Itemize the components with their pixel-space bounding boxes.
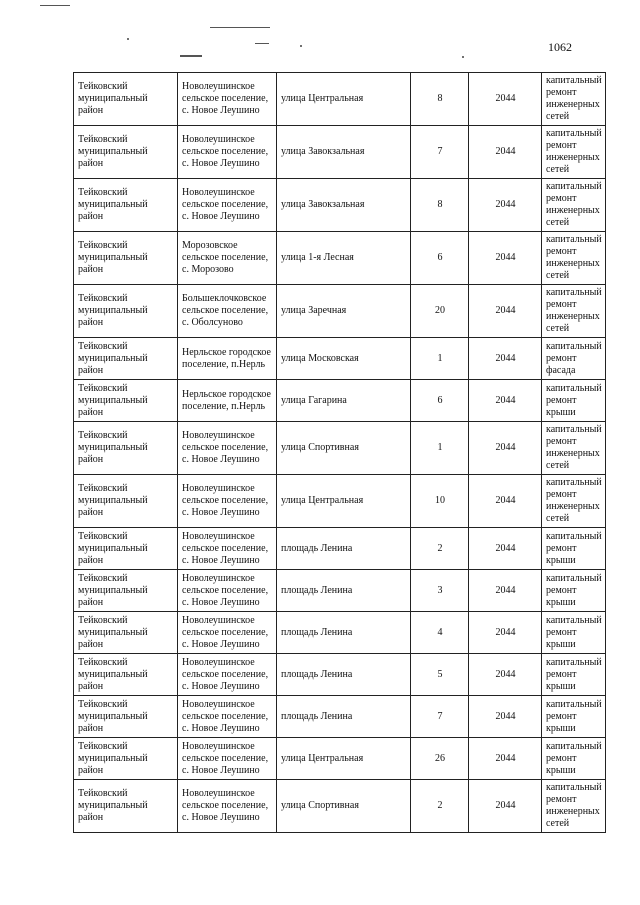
district-cell: Тейковский муниципальный район xyxy=(74,285,178,338)
settlement-cell: Нерльское городское поселение, п.Нерль xyxy=(178,338,277,380)
house-number-cell: 5 xyxy=(411,654,469,696)
house-number-cell: 3 xyxy=(411,570,469,612)
district-cell: Тейковский муниципальный район xyxy=(74,179,178,232)
district-cell: Тейковский муниципальный район xyxy=(74,380,178,422)
district-cell: Тейковский муниципальный район xyxy=(74,126,178,179)
street-cell: улица Заречная xyxy=(277,285,411,338)
settlement-cell: Новолеушинское сельское поселение, с. Новое Леушино xyxy=(178,179,277,232)
table-row xyxy=(74,528,606,570)
settlement-cell: Нерльское городское поселение, п.Нерль xyxy=(178,380,277,422)
year-cell: 2044 xyxy=(469,285,542,338)
settlement-cell: Новолеушинское сельское поселение, с. Новое Леушино xyxy=(178,73,277,126)
work-type-cell: капитальный ремонт инженерных сетей xyxy=(542,285,606,338)
house-number-cell: 26 xyxy=(411,738,469,780)
street-cell: площадь Ленина xyxy=(277,570,411,612)
table-row xyxy=(74,338,606,380)
table-row xyxy=(74,422,606,475)
year-cell: 2044 xyxy=(469,126,542,179)
settlement-cell: Новолеушинское сельское поселение, с. Новое Леушино xyxy=(178,475,277,528)
settlement-cell: Новолеушинское сельское поселение, с. Новое Леушино xyxy=(178,528,277,570)
house-number-cell: 7 xyxy=(411,696,469,738)
scan-artifact xyxy=(180,55,202,57)
district-cell: Тейковский муниципальный район xyxy=(74,654,178,696)
street-cell: улица Гагарина xyxy=(277,380,411,422)
settlement-cell: Новолеушинское сельское поселение, с. Новое Леушино xyxy=(178,126,277,179)
table-row xyxy=(74,73,606,126)
scan-artifact xyxy=(255,43,269,44)
settlement-cell: Новолеушинское сельское поселение, с. Новое Леушино xyxy=(178,612,277,654)
work-type-cell: капитальный ремонт инженерных сетей xyxy=(542,179,606,232)
scan-artifact xyxy=(40,5,70,6)
house-number-cell: 2 xyxy=(411,780,469,833)
year-cell: 2044 xyxy=(469,570,542,612)
work-type-cell: капитальный ремонт крыши xyxy=(542,696,606,738)
work-type-cell: капитальный ремонт крыши xyxy=(542,738,606,780)
year-cell: 2044 xyxy=(469,475,542,528)
table-row xyxy=(74,232,606,285)
settlement-cell: Новолеушинское сельское поселение, с. Новое Леушино xyxy=(178,654,277,696)
house-number-cell: 8 xyxy=(411,179,469,232)
house-number-cell: 6 xyxy=(411,380,469,422)
year-cell: 2044 xyxy=(469,696,542,738)
year-cell: 2044 xyxy=(469,422,542,475)
settlement-cell: Большеклочковское сельское поселение, с. Оболсуново xyxy=(178,285,277,338)
scan-artifact xyxy=(127,38,129,40)
district-cell: Тейковский муниципальный район xyxy=(74,696,178,738)
street-cell: улица Центральная xyxy=(277,73,411,126)
housing-repair-table xyxy=(73,72,606,833)
street-cell: площадь Ленина xyxy=(277,528,411,570)
district-cell: Тейковский муниципальный район xyxy=(74,570,178,612)
street-cell: улица 1-я Лесная xyxy=(277,232,411,285)
work-type-cell: капитальный ремонт крыши xyxy=(542,612,606,654)
table-row xyxy=(74,780,606,833)
house-number-cell: 1 xyxy=(411,338,469,380)
table-row xyxy=(74,696,606,738)
work-type-cell: капитальный ремонт фасада xyxy=(542,338,606,380)
scan-artifact xyxy=(462,56,464,58)
work-type-cell: капитальный ремонт инженерных сетей xyxy=(542,422,606,475)
district-cell: Тейковский муниципальный район xyxy=(74,780,178,833)
table-row xyxy=(74,654,606,696)
district-cell: Тейковский муниципальный район xyxy=(74,73,178,126)
year-cell: 2044 xyxy=(469,612,542,654)
work-type-cell: капитальный ремонт инженерных сетей xyxy=(542,232,606,285)
settlement-cell: Новолеушинское сельское поселение, с. Новое Леушино xyxy=(178,780,277,833)
settlement-cell: Новолеушинское сельское поселение, с. Новое Леушино xyxy=(178,738,277,780)
work-type-cell: капитальный ремонт крыши xyxy=(542,380,606,422)
settlement-cell: Новолеушинское сельское поселение, с. Новое Леушино xyxy=(178,696,277,738)
house-number-cell: 1 xyxy=(411,422,469,475)
district-cell: Тейковский муниципальный район xyxy=(74,528,178,570)
street-cell: площадь Ленина xyxy=(277,654,411,696)
year-cell: 2044 xyxy=(469,232,542,285)
year-cell: 2044 xyxy=(469,780,542,833)
table-row xyxy=(74,475,606,528)
street-cell: улица Московская xyxy=(277,338,411,380)
year-cell: 2044 xyxy=(469,380,542,422)
house-number-cell: 4 xyxy=(411,612,469,654)
house-number-cell: 2 xyxy=(411,528,469,570)
work-type-cell: капитальный ремонт крыши xyxy=(542,654,606,696)
settlement-cell: Морозовское сельское поселение, с. Морозово xyxy=(178,232,277,285)
table-row xyxy=(74,126,606,179)
year-cell: 2044 xyxy=(469,179,542,232)
work-type-cell: капитальный ремонт инженерных сетей xyxy=(542,780,606,833)
scan-artifact xyxy=(300,45,302,47)
street-cell: улица Завокзальная xyxy=(277,179,411,232)
settlement-cell: Новолеушинское сельское поселение, с. Новое Леушино xyxy=(178,570,277,612)
work-type-cell: капитальный ремонт инженерных сетей xyxy=(542,126,606,179)
table-row xyxy=(74,570,606,612)
district-cell: Тейковский муниципальный район xyxy=(74,612,178,654)
street-cell: улица Центральная xyxy=(277,475,411,528)
street-cell: площадь Ленина xyxy=(277,696,411,738)
district-cell: Тейковский муниципальный район xyxy=(74,422,178,475)
settlement-cell: Новолеушинское сельское поселение, с. Новое Леушино xyxy=(178,422,277,475)
house-number-cell: 6 xyxy=(411,232,469,285)
street-cell: площадь Ленина xyxy=(277,612,411,654)
table-row xyxy=(74,179,606,232)
house-number-cell: 20 xyxy=(411,285,469,338)
year-cell: 2044 xyxy=(469,528,542,570)
district-cell: Тейковский муниципальный район xyxy=(74,232,178,285)
district-cell: Тейковский муниципальный район xyxy=(74,738,178,780)
table-row xyxy=(74,612,606,654)
street-cell: улица Завокзальная xyxy=(277,126,411,179)
house-number-cell: 10 xyxy=(411,475,469,528)
year-cell: 2044 xyxy=(469,738,542,780)
work-type-cell: капитальный ремонт крыши xyxy=(542,528,606,570)
street-cell: улица Спортивная xyxy=(277,780,411,833)
table-row xyxy=(74,285,606,338)
street-cell: улица Спортивная xyxy=(277,422,411,475)
year-cell: 2044 xyxy=(469,73,542,126)
page-number: 1062 xyxy=(548,40,572,54)
district-cell: Тейковский муниципальный район xyxy=(74,338,178,380)
table-row xyxy=(74,380,606,422)
street-cell: улица Центральная xyxy=(277,738,411,780)
table-row xyxy=(74,738,606,780)
house-number-cell: 7 xyxy=(411,126,469,179)
year-cell: 2044 xyxy=(469,654,542,696)
scan-artifact xyxy=(210,27,270,28)
work-type-cell: капитальный ремонт инженерных сетей xyxy=(542,475,606,528)
district-cell: Тейковский муниципальный район xyxy=(74,475,178,528)
house-number-cell: 8 xyxy=(411,73,469,126)
work-type-cell: капитальный ремонт крыши xyxy=(542,570,606,612)
year-cell: 2044 xyxy=(469,338,542,380)
work-type-cell: капитальный ремонт инженерных сетей xyxy=(542,73,606,126)
